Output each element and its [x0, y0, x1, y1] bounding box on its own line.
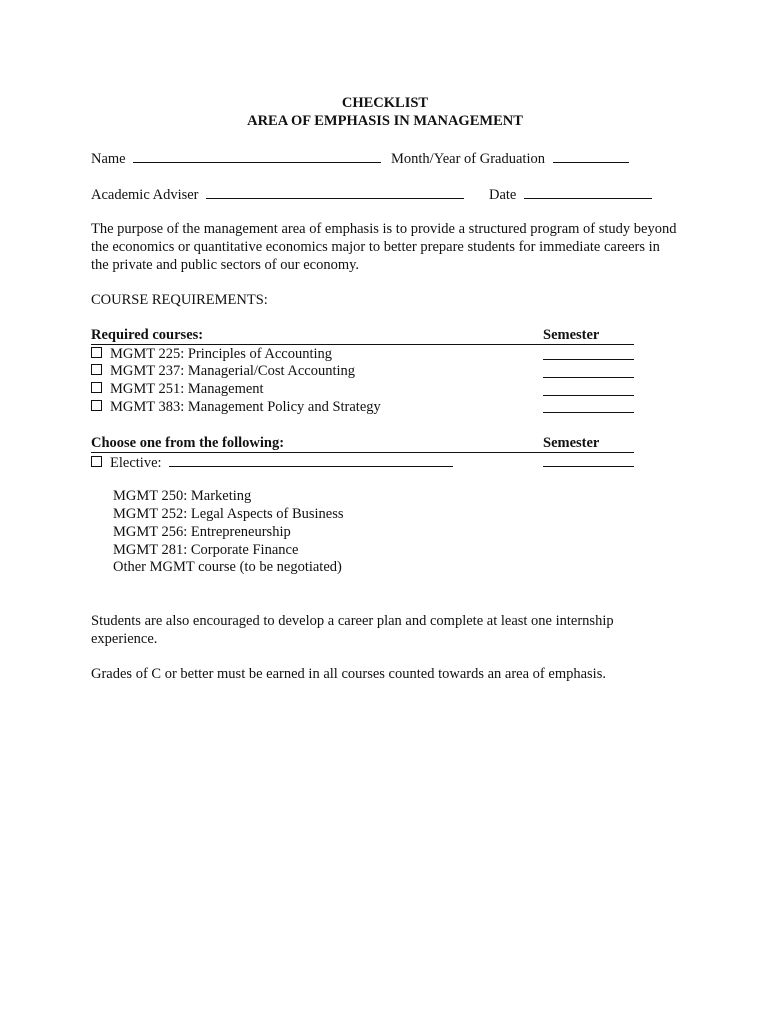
- list-item: [91, 398, 381, 416]
- checkbox[interactable]: [91, 364, 102, 375]
- semester-heading: Semester: [543, 435, 600, 451]
- semester-field[interactable]: [543, 358, 634, 360]
- elective-label: Elective:: [110, 455, 162, 471]
- elective-option: Other MGMT course (to be negotiated): [113, 559, 342, 575]
- title-checklist: CHECKLIST: [341, 95, 429, 111]
- title-area-of-emphasis: AREA OF EMPHASIS IN MANAGEMENT: [247, 113, 523, 129]
- choose-one-heading: Choose one from the following:: [91, 435, 285, 451]
- list-item: [91, 345, 332, 363]
- date-field-row: [489, 184, 652, 204]
- graduation-label: Month/Year of Graduation: [391, 151, 545, 167]
- name-field[interactable]: [133, 148, 381, 163]
- choose-one-header: [91, 434, 634, 453]
- course-label: MGMT 251: Management: [110, 381, 264, 397]
- date-field[interactable]: [524, 184, 652, 199]
- name-field-row: [91, 148, 381, 168]
- semester-heading: Semester: [543, 327, 600, 343]
- required-courses-heading: Required courses:: [91, 327, 204, 343]
- elective-option: MGMT 250: Marketing: [113, 488, 252, 504]
- elective-option: MGMT 281: Corporate Finance: [113, 542, 299, 558]
- required-courses-header: [91, 326, 634, 345]
- checkbox[interactable]: [91, 382, 102, 393]
- date-label: Date: [489, 187, 517, 203]
- checkbox[interactable]: [91, 456, 102, 467]
- course-requirements-heading: COURSE REQUIREMENTS:: [91, 292, 268, 308]
- checkbox[interactable]: [91, 400, 102, 411]
- semester-field[interactable]: [543, 465, 634, 467]
- course-label: MGMT 383: Management Policy and Strategy: [110, 399, 381, 415]
- list-item: [91, 380, 264, 398]
- semester-field[interactable]: [543, 394, 634, 396]
- elective-field[interactable]: [169, 452, 453, 467]
- graduation-field-row: [391, 148, 629, 168]
- graduation-field[interactable]: [553, 148, 629, 163]
- checkbox[interactable]: [91, 347, 102, 358]
- elective-option: MGMT 256: Entrepreneurship: [113, 524, 291, 540]
- list-item: [91, 362, 355, 380]
- elective-option: MGMT 252: Legal Aspects of Business: [113, 506, 344, 522]
- adviser-field-row: [91, 184, 464, 204]
- grades-note: Grades of C or better must be earned in all courses counted towards an area of emphasis.: [91, 666, 606, 682]
- career-note: Students are also encouraged to develop a career plan and complete at least one internship experience.: [91, 613, 614, 647]
- elective-row: [91, 452, 453, 470]
- semester-field[interactable]: [543, 376, 634, 378]
- semester-field[interactable]: [543, 411, 634, 413]
- course-label: MGMT 225: Principles of Accounting: [110, 346, 333, 362]
- adviser-label: Academic Adviser: [91, 187, 199, 203]
- intro-paragraph: The purpose of the management area of emphasis is to provide a structured program of study beyond the economics or quantitative economics major to better prepare students for immediate careers in the private and public sectors of our economy.: [91, 221, 677, 273]
- course-label: MGMT 237: Managerial/Cost Accounting: [110, 363, 355, 379]
- adviser-field[interactable]: [206, 184, 464, 199]
- name-label: Name: [91, 151, 126, 167]
